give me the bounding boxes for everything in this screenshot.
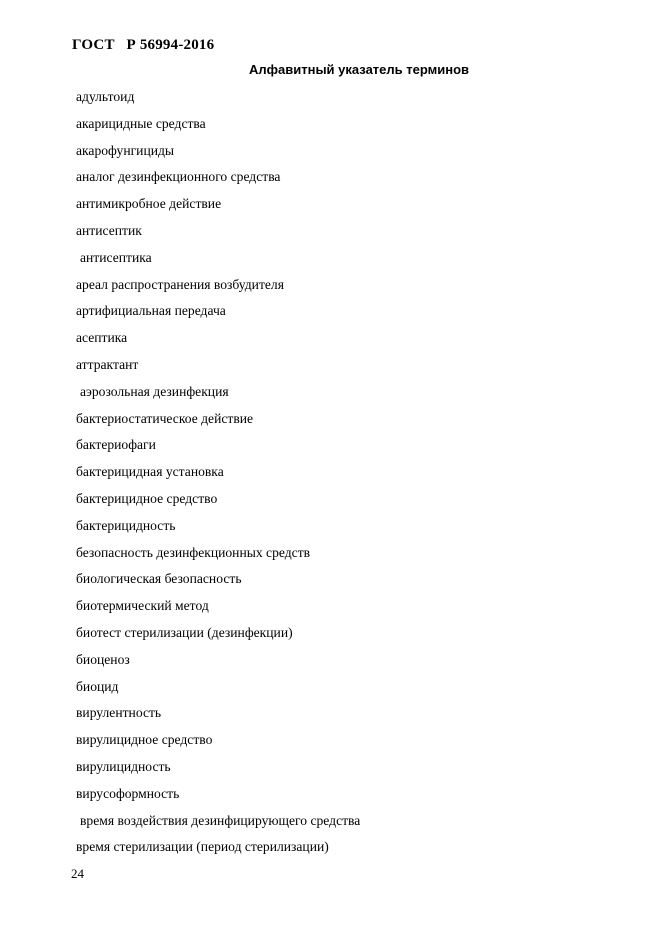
term-list <box>76 88 360 865</box>
term-item: вирусоформность <box>76 785 180 801</box>
term-item: бактериостатическое действие <box>76 410 254 426</box>
term-item: адультоид <box>76 89 135 104</box>
term-item: биологическая безопасность <box>76 571 242 587</box>
term-item: антисептик <box>76 222 142 238</box>
term-item: биотермический метод <box>76 598 209 614</box>
term-item: ареал распространения возбудителя <box>76 276 284 292</box>
term-item: аналог дезинфекционного средства <box>76 169 281 185</box>
term-item: время воздействия дезинфицирующего средства <box>80 812 361 828</box>
term-item: аэрозольная дезинфекция <box>80 383 229 399</box>
page-number: 24 <box>71 866 84 881</box>
term-item: антимикробное действие <box>76 196 222 212</box>
term-item: аттрактант <box>76 356 139 372</box>
term-item: вирулицидность <box>76 758 171 774</box>
term-item: вирулентность <box>76 705 162 721</box>
term-item: бактерицидная установка <box>76 464 224 480</box>
term-item: время стерилизации (период стерилизации) <box>76 839 329 855</box>
term-item: артифициальная передача <box>76 303 226 319</box>
term-item: безопасность дезинфекционных средств <box>76 544 311 560</box>
term-item: антисептика <box>80 249 152 265</box>
term-item: бактериофаги <box>76 437 156 453</box>
term-item: биотест стерилизации (дезинфекции) <box>76 624 293 640</box>
term-item: акарицидные средства <box>76 115 206 131</box>
term-item: бактерицидность <box>76 517 176 533</box>
term-item: бактерицидное средство <box>76 490 218 506</box>
term-item: вирулицидное средство <box>76 732 213 748</box>
term-item: биоценоз <box>76 651 130 667</box>
term-item: асептика <box>76 330 128 346</box>
document-header: ГОСТ Р 56994-2016 <box>72 37 215 53</box>
term-item: биоцид <box>76 678 119 694</box>
term-item: акарофунгициды <box>76 142 175 158</box>
index-title: Алфавитный указатель терминов <box>249 62 470 77</box>
